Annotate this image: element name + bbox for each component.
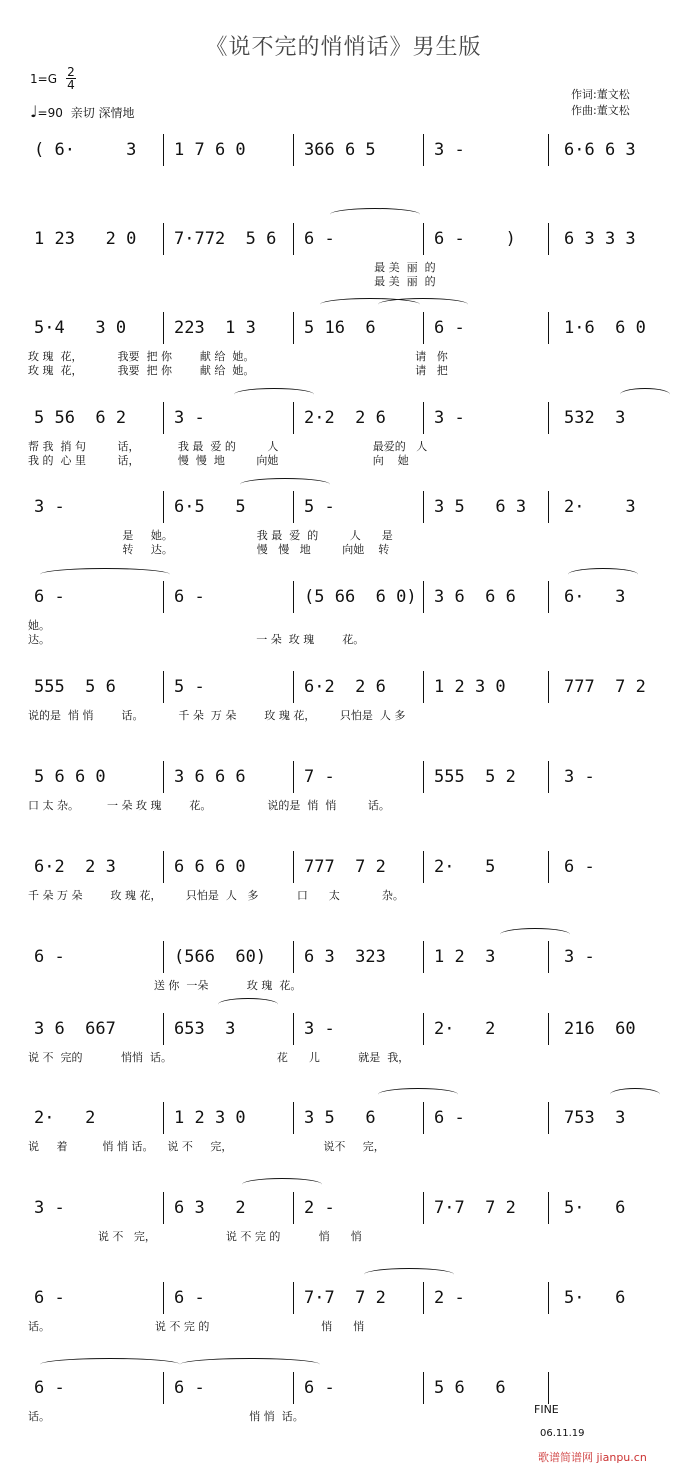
- lyric-line: 最 美 丽 的: [28, 275, 436, 288]
- bar-line: [293, 223, 294, 255]
- bar-line: [293, 1102, 294, 1134]
- lyric-line: 是 她。 我 最 爱 的 人 是: [28, 529, 393, 542]
- bar-line: [548, 1282, 549, 1314]
- expression-text: 亲切 深情地: [70, 106, 135, 120]
- measure: 3 -: [34, 1198, 65, 1218]
- key-signature: 1=G: [30, 72, 57, 86]
- measure: 223 1 3: [174, 318, 256, 338]
- bar-line: [423, 134, 424, 166]
- lyric-line: 帮 我 捎 句 话， 我 最 爱 的 人 最爱的 人: [28, 440, 428, 453]
- slur-mark: [180, 1358, 320, 1371]
- measure: 6 -: [34, 1378, 65, 1398]
- bar-line: [548, 941, 549, 973]
- bar-line: [163, 1102, 164, 1134]
- bar-line: [548, 581, 549, 613]
- measure: 753 3: [564, 1108, 626, 1128]
- lyric-line: 送 你 一朵 玫 瑰 花。: [28, 979, 302, 992]
- meter-bottom: 4: [67, 78, 75, 92]
- measure: 3 -: [34, 497, 65, 517]
- notes-line: [28, 497, 668, 519]
- lyric-line: 说 不 完的 悄悄 话。 花 儿 就是 我，: [28, 1051, 410, 1064]
- measure: 3 6 6 6: [174, 767, 246, 787]
- bar-line: [423, 671, 424, 703]
- bar-line: [423, 761, 424, 793]
- measure: 653 3: [174, 1019, 236, 1039]
- notes-line: [28, 767, 668, 789]
- measure: 1 2 3 0: [434, 677, 506, 697]
- notes-line: [28, 1108, 668, 1130]
- bar-line: [548, 312, 549, 344]
- measure: 6 -: [304, 1378, 335, 1398]
- meter-top: 2: [67, 65, 75, 79]
- measure: 555 5 2: [434, 767, 516, 787]
- watermark: [538, 1449, 647, 1465]
- page-title: 《说不完的悄悄话》男生版: [205, 35, 482, 60]
- bar-line: [423, 312, 424, 344]
- measure: 7 -: [304, 767, 335, 787]
- measure: 5 56 6 2: [34, 408, 127, 428]
- tempo-value: =90: [37, 106, 63, 120]
- bar-line: [423, 1282, 424, 1314]
- slur-mark: [242, 1178, 322, 1191]
- measure: 6 -: [174, 587, 205, 607]
- bar-line: [163, 223, 164, 255]
- notes-line: [28, 318, 668, 340]
- slur-mark: [568, 568, 638, 581]
- measure: 5 6 6 0: [34, 767, 106, 787]
- measure: 2 -: [434, 1288, 465, 1308]
- bar-line: [548, 491, 549, 523]
- slur-mark: [234, 388, 314, 401]
- measure: ( 6· 3: [34, 140, 137, 160]
- bar-line: [163, 581, 164, 613]
- bar-line: [293, 1192, 294, 1224]
- measure: 5 -: [304, 497, 335, 517]
- measure: 3 -: [564, 767, 595, 787]
- lyric-line: 转 达。 慢 慢 地 向她 转: [28, 543, 390, 556]
- bar-line: [163, 1192, 164, 1224]
- notes-line: [28, 229, 668, 251]
- measure: 6 3 323: [304, 947, 386, 967]
- measure: 6 -: [304, 229, 335, 249]
- measure: 555 5 6: [34, 677, 116, 697]
- slur-mark: [330, 208, 420, 221]
- bar-line: [293, 491, 294, 523]
- lyric-line: 说 不 完， 说 不 完 的 悄 悄: [28, 1230, 362, 1243]
- measure: 216 60: [564, 1019, 636, 1039]
- measure: 3 -: [564, 947, 595, 967]
- lyric-line: 我 的 心 里 话， 慢 慢 地 向她 向 她: [28, 454, 409, 467]
- measure: 3 -: [434, 408, 465, 428]
- slur-mark: [240, 478, 330, 491]
- measure: 5· 6: [564, 1288, 626, 1308]
- bar-line: [163, 312, 164, 344]
- bar-line: [423, 1372, 424, 1404]
- bar-line: [548, 671, 549, 703]
- measure: 5· 6: [564, 1198, 626, 1218]
- bar-line: [423, 581, 424, 613]
- slur-mark: [378, 1088, 458, 1101]
- measure: 1·6 6 0: [564, 318, 646, 338]
- bar-line: [293, 312, 294, 344]
- notes-line: [28, 587, 668, 609]
- measure: (5 66 6 0): [304, 587, 417, 607]
- bar-line: [163, 671, 164, 703]
- watermark-site-name: 歌谱简谱网: [538, 1451, 593, 1464]
- measure: 6 -: [564, 857, 595, 877]
- lyric-line: 话。 说 不 完 的 悄 悄: [28, 1320, 365, 1333]
- measure: 6 3 3 3: [564, 229, 636, 249]
- slur-mark: [378, 298, 468, 311]
- bar-line: [423, 1192, 424, 1224]
- bar-line: [293, 581, 294, 613]
- measure: 777 7 2: [304, 857, 386, 877]
- measure: 6·2 2 6: [304, 677, 386, 697]
- bar-line: [163, 851, 164, 883]
- measure: 3 5 6: [304, 1108, 376, 1128]
- measure: 3 6 6 6: [434, 587, 516, 607]
- measure: 7·772 5 6: [174, 229, 277, 249]
- measure: 1 2 3 0: [174, 1108, 246, 1128]
- bar-line: [548, 1372, 549, 1404]
- measure: 2 -: [304, 1198, 335, 1218]
- measure: 6· 3: [564, 587, 626, 607]
- bar-line: [423, 1102, 424, 1134]
- bar-line: [423, 941, 424, 973]
- bar-line: [163, 1013, 164, 1045]
- lyric-line: 最 美 丽 的: [28, 261, 436, 274]
- measure: 366 6 5: [304, 140, 376, 160]
- measure: 1 7 6 0: [174, 140, 246, 160]
- lyric-line: 达。 一 朵 玫 瑰 花。: [28, 633, 365, 646]
- bar-line: [423, 1013, 424, 1045]
- bar-line: [163, 1372, 164, 1404]
- composer-credit: 作曲:董文松: [571, 104, 630, 117]
- bar-line: [548, 761, 549, 793]
- measure: 6 -: [434, 1108, 465, 1128]
- bar-line: [548, 402, 549, 434]
- measure: 6·5 5: [174, 497, 246, 517]
- measure: (566 60): [174, 947, 267, 967]
- slur-mark: [218, 998, 278, 1011]
- bar-line: [163, 941, 164, 973]
- measure: 3 5 6 3: [434, 497, 527, 517]
- bar-line: [163, 1282, 164, 1314]
- bar-line: [423, 491, 424, 523]
- slur-mark: [40, 568, 170, 581]
- bar-line: [293, 1372, 294, 1404]
- measure: 3 -: [304, 1019, 335, 1039]
- date-text: 06.11.19: [540, 1428, 585, 1439]
- measure: 6·2 2 3: [34, 857, 116, 877]
- measure: 6 3 2: [174, 1198, 246, 1218]
- bar-line: [423, 223, 424, 255]
- time-signature: [66, 66, 76, 91]
- bar-line: [293, 1013, 294, 1045]
- lyric-line: 玫 瑰 花， 我要 把 你 献 给 她。 请 把: [28, 364, 448, 377]
- quarter-note-icon: ♩: [30, 102, 38, 121]
- notes-line: [28, 1378, 668, 1400]
- bar-line: [548, 1102, 549, 1134]
- measure: 7·7 7 2: [434, 1198, 516, 1218]
- measure: 532 3: [564, 408, 626, 428]
- measure: 6 6 6 0: [174, 857, 246, 877]
- measure: 1 2 3: [434, 947, 496, 967]
- bar-line: [548, 1192, 549, 1224]
- lyric-line: 话。 悄 悄 话。: [28, 1410, 304, 1423]
- measure: 7·7 7 2: [304, 1288, 386, 1308]
- bar-line: [548, 851, 549, 883]
- notes-line: [28, 1198, 668, 1220]
- lyric-line: 千 朵 万 朵 玫 瑰 花， 只怕是 人 多 口 太 杂。: [28, 889, 404, 902]
- measure: 777 7 2: [564, 677, 646, 697]
- tempo-marking: [30, 102, 135, 121]
- measure: 2· 2: [34, 1108, 96, 1128]
- measure: 3 6 667: [34, 1019, 116, 1039]
- bar-line: [163, 761, 164, 793]
- notes-line: [28, 1288, 668, 1310]
- bar-line: [293, 671, 294, 703]
- lyric-line: 说的是 悄 悄 话。 千 朵 万 朵 玫 瑰 花， 只怕是 人 多: [28, 709, 406, 722]
- notes-line: [28, 677, 668, 699]
- slur-mark: [364, 1268, 454, 1281]
- measure: 5 6 6: [434, 1378, 506, 1398]
- bar-line: [163, 491, 164, 523]
- measure: 6 - ): [434, 229, 516, 249]
- lyric-line: 她。: [28, 619, 50, 632]
- slur-mark: [610, 1088, 660, 1101]
- measure: 2· 5: [434, 857, 496, 877]
- lyric-line: 玫 瑰 花， 我要 把 你 献 给 她。 请 你: [28, 350, 448, 363]
- bar-line: [293, 851, 294, 883]
- measure: 5 16 6: [304, 318, 376, 338]
- measure: 3 -: [174, 408, 205, 428]
- measure: 6 -: [34, 587, 65, 607]
- bar-line: [163, 134, 164, 166]
- measure: 3 -: [434, 140, 465, 160]
- notes-line: [28, 408, 668, 430]
- measure: 1 23 2 0: [34, 229, 137, 249]
- measure: 6 -: [34, 947, 65, 967]
- bar-line: [423, 402, 424, 434]
- notes-line: [28, 1019, 668, 1041]
- measure: 2·2 2 6: [304, 408, 386, 428]
- measure: 6·6 6 3: [564, 140, 636, 160]
- bar-line: [163, 402, 164, 434]
- watermark-url: jianpu.cn: [596, 1451, 647, 1464]
- fine-marking: FINE: [534, 1403, 559, 1416]
- measure: 2· 3: [564, 497, 636, 517]
- bar-line: [293, 941, 294, 973]
- measure: 6 -: [434, 318, 465, 338]
- bar-line: [293, 402, 294, 434]
- measure: 5 -: [174, 677, 205, 697]
- notes-line: [28, 140, 668, 162]
- measure: 2· 2: [434, 1019, 496, 1039]
- measure: 6 -: [34, 1288, 65, 1308]
- notes-line: [28, 947, 668, 969]
- bar-line: [548, 134, 549, 166]
- measure: 6 -: [174, 1288, 205, 1308]
- measure: 6 -: [174, 1378, 205, 1398]
- bar-line: [293, 134, 294, 166]
- bar-line: [423, 851, 424, 883]
- bar-line: [293, 761, 294, 793]
- slur-mark: [620, 388, 670, 401]
- bar-line: [548, 223, 549, 255]
- measure: 5·4 3 0: [34, 318, 127, 338]
- lyricist-credit: 作词:董文松: [571, 88, 630, 101]
- bar-line: [548, 1013, 549, 1045]
- slur-mark: [40, 1358, 180, 1371]
- notes-line: [28, 857, 668, 879]
- bar-line: [293, 1282, 294, 1314]
- lyric-line: 口 太 杂。 一 朵 玫 瑰 花。 说的是 悄 悄 话。: [28, 799, 390, 812]
- lyric-line: 说 着 悄 悄 话。 说 不 完， 说不 完，: [28, 1140, 385, 1153]
- slur-mark: [500, 928, 570, 941]
